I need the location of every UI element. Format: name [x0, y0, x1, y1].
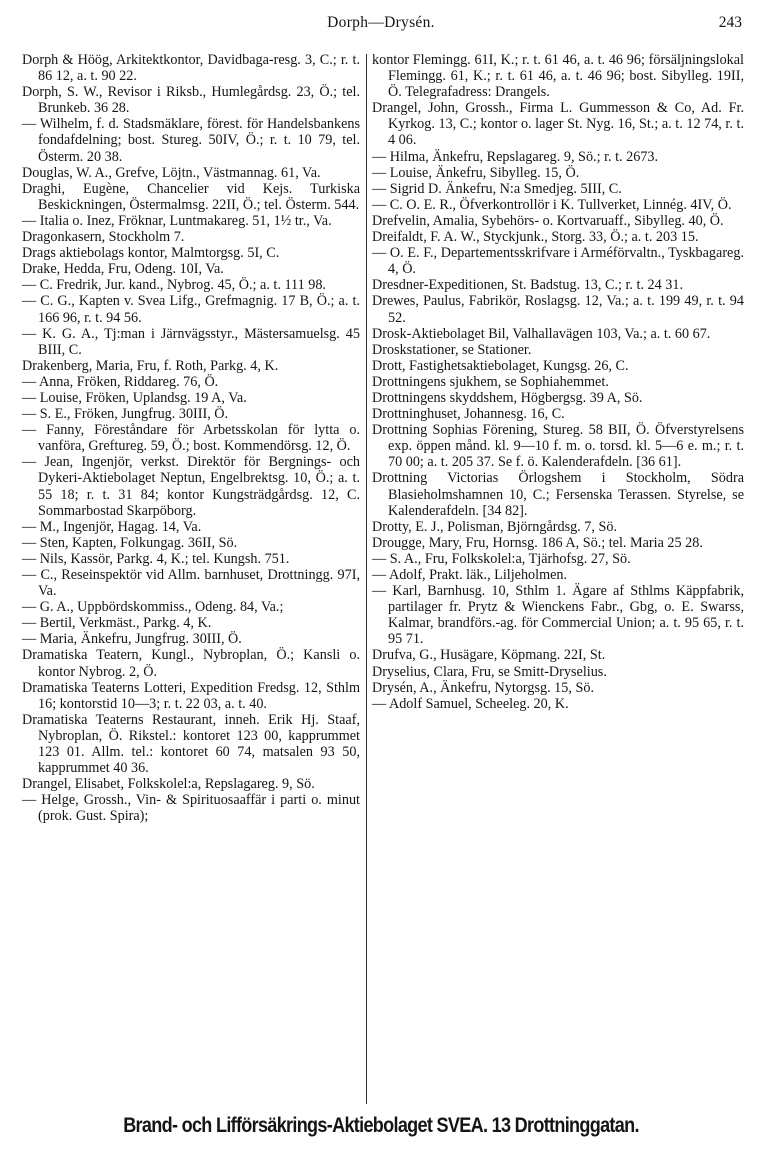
- directory-entry: — Louise, Fröken, Uplandsg. 19 A, Va.: [22, 389, 247, 406]
- directory-entry: — Wilhelm, f. d. Stadsmäklare, förest. för Handelsbankens fondafdelning; bost. Stureg. 50IV, Ö.; r. t. 10 79, tel. Österm. 20 38.: [22, 116, 360, 165]
- directory-entry: Drottningens sjukhem, se Sophiahemmet.: [372, 373, 609, 390]
- directory-entry: Drott, Fastighetsaktiebolaget, Kungsg. 26, C.: [372, 357, 629, 374]
- directory-entry: Dramatiska Teatern, Kungl., Nybroplan, Ö.; Kansli o. kontor Nybrog. 2, Ö.: [22, 647, 360, 680]
- directory-entry: — C. O. E. R., Öfverkontrollör i K. Tullverket, Linnég. 4IV, Ö.: [372, 196, 732, 213]
- directory-entry: — M., Ingenjör, Hagag. 14, Va.: [22, 518, 202, 535]
- directory-entry: — Maria, Änkefru, Jungfrug. 30III, Ö.: [22, 631, 242, 648]
- directory-entry: — Louise, Änkefru, Sibylleg. 15, Ö.: [372, 164, 580, 181]
- directory-entry: Drewes, Paulus, Fabrikör, Roslagsg. 12, Va.; a. t. 199 49, r. t. 94 52.: [372, 293, 744, 326]
- directory-entry: Drottning Victorias Örlogshem i Stockholm, Södra Blasieholmshamnen 10, C.; Fersenska Terassen. Styrelse, se Kalenderafdeln. [34 82].: [372, 470, 744, 519]
- directory-entry: — Hilma, Änkefru, Repslagareg. 9, Sö.; r. t. 2673.: [372, 148, 659, 165]
- directory-entry: Dramatiska Teaterns Lotteri, Expedition Fredsg. 12, Sthlm 16; kontorstid 10—3; r. t. 22 03, a. t. 40.: [22, 679, 360, 712]
- directory-entry: Drottning Sophias Förening, Stureg. 58 BII, Ö. Öfverstyrelsens exp. öppen månd. kl. 9—10 f. m. o. torsd. kl. 5—6 e. m.; r. t. 70 00; a. t. 205 37. Se f. ö. Kalenderafdeln. [36 61].: [372, 422, 744, 471]
- directory-entry: — Fanny, Föreståndare för Arbetsskolan för lytta o. vanföra, Greftureg. 59, Ö.; bost. Kommendörsg. 12, Ö.: [22, 422, 360, 455]
- directory-entry: Dragonkasern, Stockholm 7.: [22, 229, 185, 246]
- directory-entry: — S. E., Fröken, Jungfrug. 30III, Ö.: [22, 406, 229, 423]
- directory-entry: — C. Fredrik, Jur. kand., Nybrog. 45, Ö.; a. t. 111 98.: [22, 277, 326, 294]
- directory-entry: Dresdner-Expeditionen, St. Badstug. 13, C.; r. t. 24 31.: [372, 277, 684, 294]
- directory-entry: — Jean, Ingenjör, verkst. Direktör för Bergnings- och Dykeri-Aktiebolaget Neptun, Engelbrektsg. 10, Ö.; a. t. 55 18; r. t. 31 84; kontor Kungsträdgårdsg. 12, C. Sommarbostad Skarpöborg.: [22, 454, 360, 519]
- directory-entry: — Adolf Samuel, Scheeleg. 20, K.: [372, 695, 569, 712]
- directory-entry: — C., Reseinspektör vid Allm. barnhuset, Drottningg. 97I, Va.: [22, 567, 360, 600]
- directory-entry: Dorph & Höög, Arkitektkontor, Davidbaga-resg. 3, C.; r. t. 86 12, a. t. 90 22.: [22, 52, 360, 85]
- directory-entry: Draghi, Eugène, Chancelier vid Kejs. Turkiska Beskickningen, Östermalmsg. 22II, Ö.; tel. Österm. 544.: [22, 180, 360, 213]
- directory-entry: — Karl, Barnhusg. 10, Sthlm 1. Ägare af Sthlms Käppfabrik, partilager fr. Prytz & Wienckens Fabr., Gbg, o. E. Swarss, Kalmar, brandförs.-ag. för Commercial Union; a. t. 95 65, r. t. 95 71.: [372, 583, 744, 648]
- footer-advertisement: Brand- och Lifförsäkrings-Aktiebolaget SVEA. 13 Drottninggatan.: [123, 1114, 639, 1137]
- directory-entry: Dreifaldt, F. A. W., Styckjunk., Storg. 33, Ö.; a. t. 203 15.: [372, 229, 699, 246]
- directory-entry: — G. A., Uppbördskommiss., Odeng. 84, Va.;: [22, 599, 284, 616]
- directory-entry: Drysén, A., Änkefru, Nytorgsg. 15, Sö.: [372, 679, 594, 696]
- directory-entry: Drangel, John, Grossh., Firma L. Gummesson & Co, Ad. Fr. Kyrkog. 13, C.; kontor o. lager St. Nyg. 16, St.; a. t. 12 74, r. t. 4 06.: [372, 100, 744, 149]
- directory-entry: Drotty, E. J., Polisman, Björngårdsg. 7, Sö.: [372, 518, 617, 535]
- directory-entry: Dramatiska Teaterns Restaurant, inneh. Erik Hj. Staaf, Nybroplan, Ö. Rikstel.: kontoret 123 00, kapprummet 123 01. Allm. tel.: kontoret 60 74, matsalen 93 50, kapprummet 40 36.: [22, 711, 360, 777]
- directory-entry: Douglas, W. A., Grefve, Löjtn., Västmannag. 61, Va.: [22, 164, 321, 181]
- page-header: [0, 14, 762, 38]
- directory-entry: Drags aktiebolags kontor, Malmtorgsg. 5I, C.: [22, 245, 280, 262]
- directory-entry: — Anna, Fröken, Riddareg. 76, Ö.: [22, 373, 219, 390]
- directory-entry: Drangel, Elisabet, Folkskolel:a, Repslagareg. 9, Sö.: [22, 776, 315, 793]
- directory-entry: — Sigrid D. Änkefru, N:a Smedjeg. 5III, C.: [372, 180, 622, 197]
- directory-entry: — Bertil, Verkmäst., Parkg. 4, K.: [22, 615, 212, 632]
- directory-entry: kontor Flemingg. 61I, K.; r. t. 61 46, a. t. 46 96; försäljningslokal Flemingg. 61, K.; r. t. 61 46, a. t. 46 96; bost. Sibylleg. 19II, Ö. Telegrafadress: Drangels.: [372, 52, 744, 101]
- directory-entry: Drosk-Aktiebolaget Bil, Valhallavägen 103, Va.; a. t. 60 67.: [372, 325, 711, 342]
- directory-entry: — Helge, Grossh., Vin- & Spirituosaaffär i parti o. minut (prok. Gust. Spira);: [22, 792, 360, 825]
- directory-entry: — Sten, Kapten, Folkungag. 36II, Sö.: [22, 534, 238, 551]
- directory-entry: Drottningens skyddshem, Högbergsg. 39 A, Sö.: [372, 389, 643, 406]
- directory-entry: Dorph, S. W., Revisor i Riksb., Humlegårdsg. 23, Ö.; tel. Brunkeb. 36 28.: [22, 84, 360, 117]
- directory-entry: — Adolf, Prakt. läk., Liljeholmen.: [372, 567, 568, 583]
- directory-entry: — Italia o. Inez, Fröknar, Luntmakareg. 51, 1½ tr., Va.: [22, 212, 332, 229]
- column-divider: [366, 54, 367, 1104]
- directory-entry: — O. E. F., Departementsskrifvare i Arméförvaltn., Tyskbagareg. 4, Ö.: [372, 245, 744, 278]
- directory-entry: Drake, Hedda, Fru, Odeng. 10I, Va.: [22, 261, 224, 278]
- page-number: 243: [718, 14, 742, 31]
- directory-entry: Droskstationer, se Stationer.: [372, 341, 532, 358]
- directory-entry: Drougge, Mary, Fru, Hornsg. 186 A, Sö.; tel. Maria 25 28.: [372, 534, 703, 551]
- right-column: [372, 52, 744, 712]
- directory-entry: — C. G., Kapten v. Svea Lifg., Grefmagnig. 17 B, Ö.; a. t. 166 96, r. t. 94 56.: [22, 293, 360, 326]
- directory-entry: Dryselius, Clara, Fru, se Smitt-Dryselius.: [372, 663, 607, 680]
- running-title: Dorph—Drysén.: [327, 14, 435, 31]
- left-column: [22, 52, 360, 825]
- directory-entry: Drufva, G., Husägare, Köpmang. 22I, St.: [372, 647, 606, 664]
- directory-entry: — K. G. A., Tj:man i Järnvägsstyr., Mästersamuelsg. 45 BIII, C.: [22, 325, 360, 358]
- directory-entry: Drakenberg, Maria, Fru, f. Roth, Parkg. 4, K.: [22, 357, 279, 374]
- directory-entry: — Nils, Kassör, Parkg. 4, K.; tel. Kungsh. 751.: [22, 550, 290, 567]
- directory-entry: — S. A., Fru, Folkskolel:a, Tjärhofsg. 27, Sö.: [372, 550, 631, 567]
- directory-entry: Drottninghuset, Johannesg. 16, C.: [372, 406, 565, 423]
- directory-entry: Drefvelin, Amalia, Sybehörs- o. Kortvaruaff., Sibylleg. 40, Ö.: [372, 212, 724, 229]
